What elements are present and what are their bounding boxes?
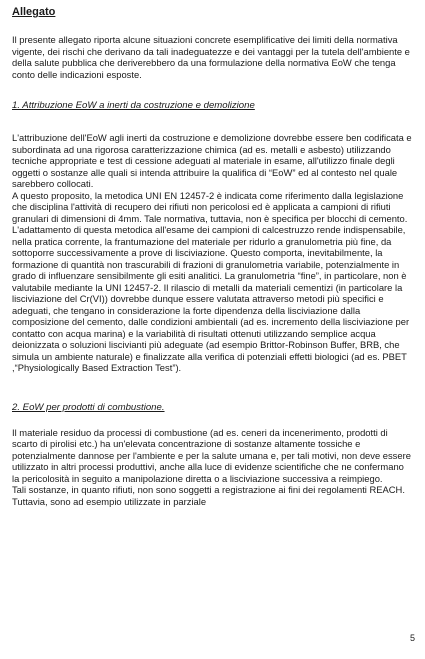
spacer <box>12 80 413 100</box>
section-1-heading: 1. Attribuzione EoW a inerti da costruzione e demolizione <box>12 100 255 111</box>
intro-paragraph: Il presente allegato riporta alcune situazioni concrete esemplificative dei limiti della normativa vigente, dei rischi che derivano da tali inadeguatezze e dei vantaggi per la tutela dell'ambiente e della salute pubblica che deriverebbero da una formulazione della normativa EoW che tenga conto delle indicazioni esposte. <box>12 34 410 80</box>
section-2-paragraph-2: Tali sostanze, in quanto rifiuti, non sono soggetti a registrazione ai fini dei regolamenti REACH. Tuttavia, sono ad esempio utilizzate in parziale <box>12 484 405 507</box>
spacer <box>12 112 413 132</box>
section-1-paragraph-1: L'attribuzione dell'EoW agli inerti da costruzione e demolizione dovrebbe essere ben codificata e subordinata ad una rigorosa caratterizzazione chimica (ad es. metalli e asbesto) utilizzando tecniche appropriate e test di cessione adeguati al materiale in esame, all'utilizzo finale degli oggetti o sostanze alle quali si intenda attribuire la qualifica di “EoW” ed al contesto nel quale sarebbero collocati. <box>12 132 412 189</box>
section-2-heading: 2. EoW per prodotti di combustione. <box>12 401 165 413</box>
spacer <box>12 414 413 427</box>
spacer <box>12 374 413 402</box>
page-number: 5 <box>409 633 415 643</box>
section-1-paragraph-2: A questo proposito, la metodica UNI EN 12457-2 è indicata come riferimento dalla legislazione che disciplina l'attività di recupero dei rifiuti non pericolosi ed è applicata a campioni di rifiuti granulari di dimensioni di 4mm. Tale normativa, tuttavia, non è specifica per blocchi di cemento. L'adattamento di questa metodica all'esame dei campioni di calcestruzzo rende indispensabile, nella pratica corrente, la frantumazione del materiale per ridurlo a granulometria più fine, da sottoporre successivamente a prove di lisciviazione. Questo comporta, inevitabilmente, la formazione di quantità non trascurabili di frazioni di granulometria variabile, potenzialmente in grado di influenzare sensibilmente gli esiti analitici. La granulometria “fine”, in particolare, non è valutabile mediante la UNI 12457-2. Il rilascio di metalli da materiali cementizi (in particolare la lisciviazione del Cr(VI)) dovrebbe dunque essere valutata attraverso metodi più specifici e adeguati, che tengano in considerazione la forte dipendenza della lisciviazione dalla composizione del cemento, dalle condizioni ambientali (ad es. incremento della lisciviazione per contatto con acqua marina) e la variabilità di risultati ottenuti utilizzando semplice acqua deionizzata o soluzioni liscivianti più adeguate (ad esempio Brittor-Robinson Buffer, BRB, che simula un ambiente naturale) e finalizzate alla verifica di potenziali effetti biologici (ad es. PBET ,“Physiologically Based Extraction Test”). <box>12 189 410 373</box>
document-title: Allegato <box>12 6 56 18</box>
section-2-paragraph-1: Il materiale residuo da processi di combustione (ad es. ceneri da incenerimento, prodotti di scarto di pirolisi etc.) ha un'elevata concentrazione di sostanze altamente tossiche e potenzialmente dannose per l'ambiente e per la salute umana e, per tali motivi, non deve essere utilizzato in altri processi produttivi, anche alla luce di evidenze scientifiche che ne confermano la pericolosità in seguito a manipolazione diretta o a lisciviazione successiva a reimpiego. <box>12 426 411 484</box>
